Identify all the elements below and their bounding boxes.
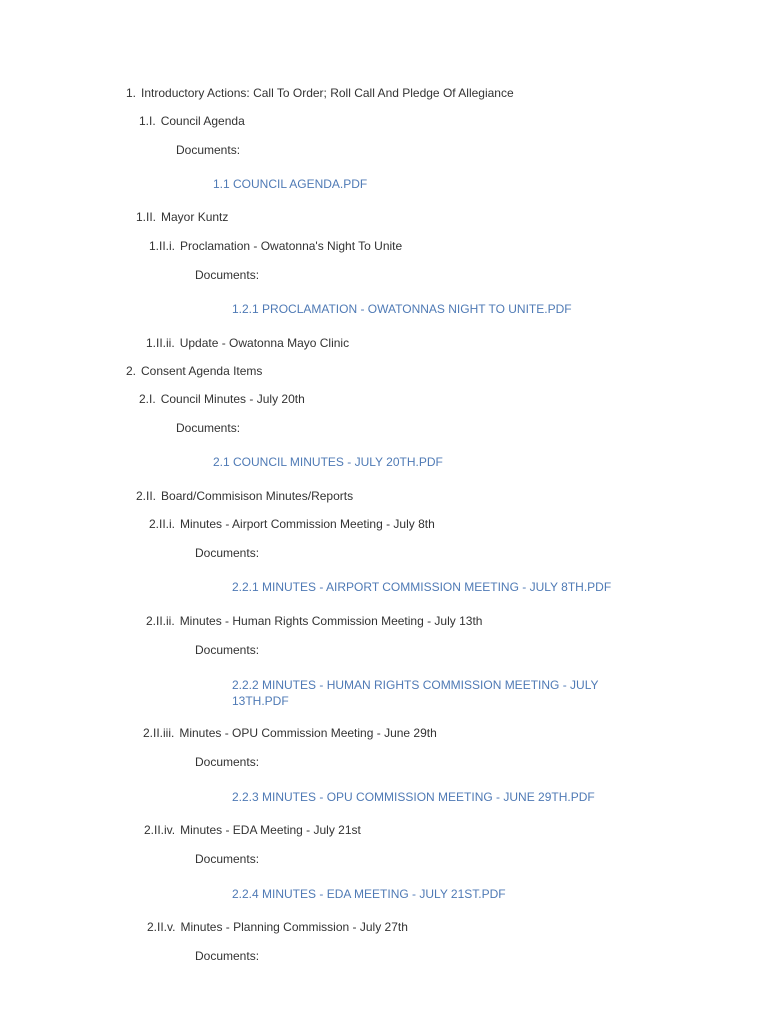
agenda-item-1-II-i — [149, 239, 402, 254]
item-title: Board/Commisison Minutes/Reports — [161, 489, 354, 503]
item-title: Minutes - Planning Commission - July 27th — [180, 920, 408, 934]
document-link[interactable]: 2.2.4 MINUTES - EDA MEETING - JULY 21ST.PDF — [232, 887, 506, 901]
agenda-item-1 — [126, 86, 514, 101]
documents-label: Documents: — [195, 268, 260, 282]
agenda-item-2-II — [136, 489, 353, 504]
documents-label: Documents: — [176, 421, 241, 435]
agenda-item-2 — [126, 364, 262, 379]
item-number: 2.II.i. — [149, 517, 176, 531]
document-link[interactable]: 2.2.3 MINUTES - OPU COMMISSION MEETING - JUNE 29TH.PDF — [232, 790, 595, 804]
item-number: 1.II.ii. — [146, 336, 175, 350]
documents-label: Documents: — [195, 643, 260, 657]
item-number: 2.II.v. — [147, 920, 176, 934]
item-title: Consent Agenda Items — [141, 364, 263, 378]
item-title: Council Agenda — [160, 114, 245, 128]
item-number: 2.II.iii. — [143, 726, 175, 740]
agenda-item-2-I — [139, 392, 305, 407]
item-title: Update - Owatonna Mayo Clinic — [179, 336, 350, 350]
item-number: 1.I. — [139, 114, 156, 128]
item-number: 2.II.iv. — [144, 823, 176, 837]
document-link[interactable]: 2.1 COUNCIL MINUTES - JULY 20TH.PDF — [213, 455, 443, 469]
item-title: Introductory Actions: Call To Order; Roll Call And Pledge Of Allegiance — [141, 86, 514, 100]
item-title: Minutes - EDA Meeting - July 21st — [180, 823, 361, 837]
document-link[interactable]: 2.2.1 MINUTES - AIRPORT COMMISSION MEETING - JULY 8TH.PDF — [232, 580, 612, 594]
agenda-item-1-II — [136, 210, 228, 225]
item-number: 1.II. — [136, 210, 157, 224]
item-title: Minutes - Airport Commission Meeting - July 8th — [180, 517, 435, 531]
item-title: Council Minutes - July 20th — [160, 392, 305, 406]
agenda-item-2-II-iii — [143, 726, 437, 741]
agenda-item-2-II-iv — [144, 823, 361, 838]
documents-label: Documents: — [195, 949, 260, 963]
item-number: 2.I. — [139, 392, 156, 406]
item-title: Mayor Kuntz — [161, 210, 229, 224]
agenda-item-2-II-ii — [146, 614, 482, 629]
agenda-item-1-I — [139, 114, 245, 129]
item-number: 2.II. — [136, 489, 157, 503]
item-number: 1.II.i. — [149, 239, 176, 253]
documents-label: Documents: — [195, 546, 260, 560]
item-number: 2. — [126, 364, 137, 378]
agenda-item-2-II-v — [147, 920, 408, 935]
item-number: 1. — [126, 86, 137, 100]
document-link[interactable]: 1.2.1 PROCLAMATION - OWATONNAS NIGHT TO UNITE.PDF — [232, 302, 572, 316]
documents-label: Documents: — [195, 852, 260, 866]
document-link[interactable]: 2.2.2 MINUTES - HUMAN RIGHTS COMMISSION MEETING - JULY 13TH.PDF — [232, 678, 599, 708]
documents-label: Documents: — [176, 143, 241, 157]
item-title: Minutes - Human Rights Commission Meeting - July 13th — [179, 614, 483, 628]
item-title: Proclamation - Owatonna's Night To Unite — [180, 239, 403, 253]
agenda-item-1-II-ii — [146, 336, 349, 351]
item-title: Minutes - OPU Commission Meeting - June 29th — [179, 726, 437, 740]
item-number: 2.II.ii. — [146, 614, 175, 628]
agenda-item-2-II-i — [149, 517, 435, 532]
document-link[interactable]: 1.1 COUNCIL AGENDA.PDF — [213, 177, 368, 191]
documents-label: Documents: — [195, 755, 260, 769]
